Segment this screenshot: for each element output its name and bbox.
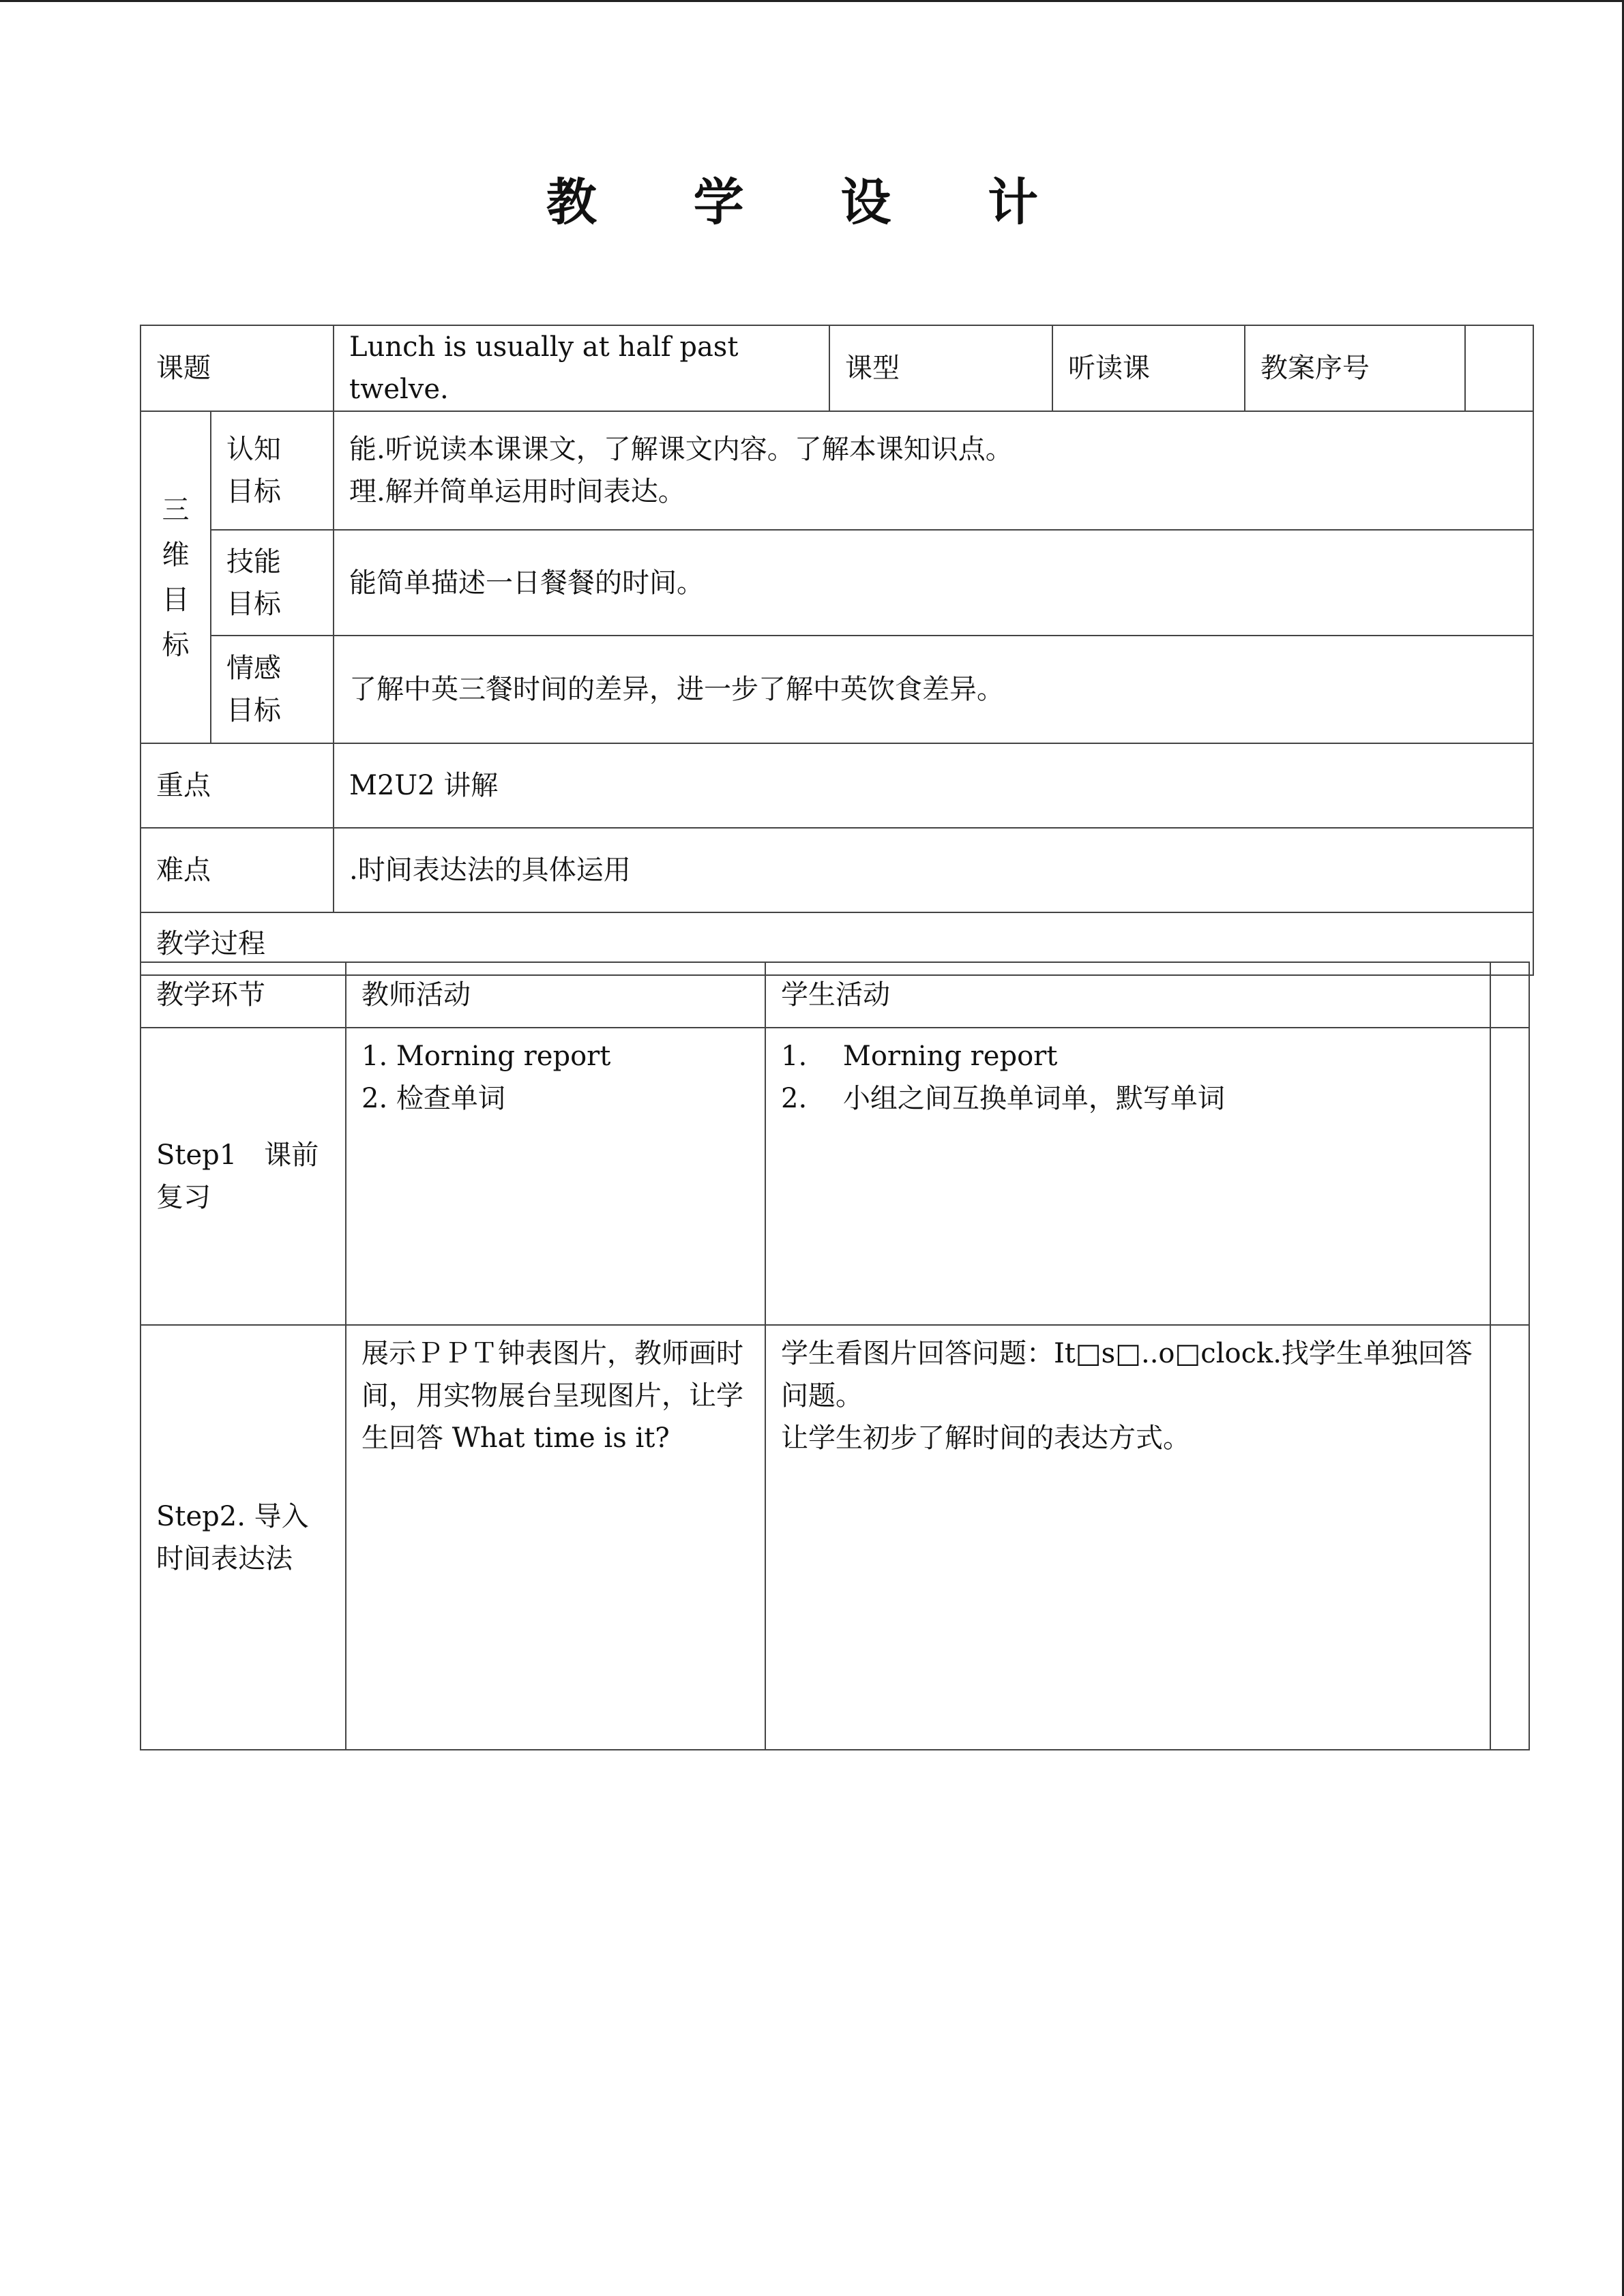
teaching-process-table (140, 961, 1530, 1750)
difficulty-value: .时间表达法的具体运用 (334, 828, 1533, 912)
serial-value (1465, 325, 1533, 411)
process-label: 教学过程 (141, 912, 1533, 975)
three-dimension-goals-label: 三 维 目 标 (141, 411, 211, 743)
header-step: 教学环节 (141, 962, 346, 1028)
emotion-goal-label: 情感 目标 (211, 636, 334, 743)
type-value: 听读课 (1052, 325, 1245, 411)
step1-student-activity: 1. Morning report 2. 小组之间互换单词单，默写单词 (765, 1028, 1490, 1325)
key-point-label: 重点 (141, 743, 334, 828)
lesson-info-table (140, 325, 1534, 976)
key-point-value: M2U2 讲解 (334, 743, 1533, 828)
skill-goal-content: 能简单描述一日餐餐的时间。 (334, 530, 1533, 636)
difficulty-label: 难点 (141, 828, 334, 912)
step2-label: Step2. 导入时间表达法 (141, 1325, 346, 1750)
step2-teacher-activity: 展示ＰＰＴ钟表图片，教师画时间，用实物展台呈现图片，让学生回答 What time is it? (346, 1325, 765, 1750)
emotion-goal-content: 了解中英三餐时间的差异，进一步了解中英饮食差异。 (334, 636, 1533, 743)
header-teacher-activity: 教师活动 (346, 962, 765, 1028)
type-label: 课型 (829, 325, 1052, 411)
step2-extra (1490, 1325, 1529, 1750)
step2-student-activity: 学生看图片回答问题：It□s□..o□clock.找学生单独回答问题。 让学生初步了解时间的表达方式。 (765, 1325, 1490, 1750)
header-extra (1490, 962, 1529, 1028)
topic-label: 课题 (141, 325, 334, 411)
header-student-activity: 学生活动 (765, 962, 1490, 1028)
cognitive-goal-content: 能.听说读本课课文，了解课文内容。了解本课知识点。 理.解并简单运用时间表达。 (334, 411, 1533, 530)
step1-teacher-activity: 1. Morning report 2. 检查单词 (346, 1028, 765, 1325)
document-title: 教 学 设 计 (546, 173, 1078, 232)
step1-extra (1490, 1028, 1529, 1325)
serial-label: 教案序号 (1245, 325, 1465, 411)
skill-goal-label: 技能 目标 (211, 530, 334, 636)
top-border-line (0, 0, 1624, 2)
step1-label: Step1 课前复习 (141, 1028, 346, 1325)
topic-value: Lunch is usually at half past twelve. (334, 325, 829, 411)
cognitive-goal-label: 认知 目标 (211, 411, 334, 530)
